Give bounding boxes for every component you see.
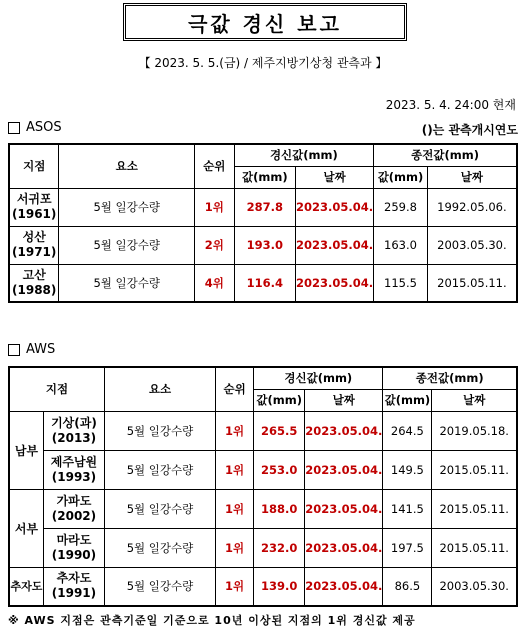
station-cell: 서귀포 (1961): [9, 188, 59, 226]
element-cell: 5월 일강수량: [104, 567, 215, 606]
rank-cell: 4위: [195, 264, 234, 302]
new-date-cell: 2023.05.04.: [296, 226, 374, 264]
station-cell: 고산 (1988): [9, 264, 59, 302]
old-date-cell: 2015.05.11.: [427, 264, 517, 302]
old-date-cell: 2015.05.11.: [432, 489, 517, 528]
header-new-value-mm: 값(mm): [254, 389, 305, 411]
asos-note: ()는 관측개시연도: [421, 123, 518, 137]
new-value-cell: 139.0: [254, 567, 305, 606]
old-value-cell: 264.5: [383, 411, 432, 450]
old-value-cell: 197.5: [383, 528, 432, 567]
old-date-cell: 2015.05.11.: [432, 450, 517, 489]
rank-cell: 2위: [195, 226, 234, 264]
element-cell: 5월 일강수량: [104, 450, 215, 489]
old-value-cell: 163.0: [374, 226, 428, 264]
header-rank: 순위: [195, 144, 234, 188]
new-value-cell: 253.0: [254, 450, 305, 489]
new-date-cell: 2023.05.04.: [305, 450, 383, 489]
table-row: [9, 567, 517, 606]
header-station: 지점: [9, 367, 104, 411]
new-value-cell: 287.8: [234, 188, 296, 226]
asos-section-label: ASOS: [26, 120, 62, 135]
checkbox-square-icon: [8, 344, 20, 356]
header-new-date: 날짜: [305, 389, 383, 411]
aws-section-header: [8, 342, 55, 357]
new-value-cell: 265.5: [254, 411, 305, 450]
header-new-value: 경신값(mm): [254, 367, 383, 389]
old-value-cell: 115.5: [374, 264, 428, 302]
old-date-cell: 1992.05.06.: [427, 188, 517, 226]
aws-section-label: AWS: [26, 342, 56, 357]
table-row: [9, 264, 517, 302]
table-row: [9, 489, 517, 528]
old-value-cell: 149.5: [383, 450, 432, 489]
old-value-cell: 259.8: [374, 188, 428, 226]
header-old-value: 종전값(mm): [374, 144, 517, 166]
rank-cell: 1위: [216, 567, 254, 606]
station-cell: 가파도 (2002): [44, 489, 105, 528]
new-date-cell: 2023.05.04.: [305, 489, 383, 528]
old-value-cell: 141.5: [383, 489, 432, 528]
header-rank: 순위: [216, 367, 254, 411]
table-row: [9, 411, 517, 450]
header-old-value-mm: 값(mm): [374, 166, 428, 188]
header-new-value-mm: 값(mm): [234, 166, 296, 188]
element-cell: 5월 일강수량: [59, 188, 195, 226]
new-date-cell: 2023.05.04.: [305, 567, 383, 606]
checkbox-square-icon: [8, 122, 20, 134]
new-value-cell: 116.4: [234, 264, 296, 302]
as-of-timestamp: 2023. 5. 4. 24:00 현재: [385, 98, 516, 112]
rank-cell: 1위: [216, 528, 254, 567]
header-station: 지점: [9, 144, 59, 188]
rank-cell: 1위: [216, 489, 254, 528]
element-cell: 5월 일강수량: [104, 411, 215, 450]
element-cell: 5월 일강수량: [104, 528, 215, 567]
station-cell: 제주남원 (1993): [44, 450, 105, 489]
region-cell: 추자도: [9, 567, 44, 606]
header-old-value-mm: 값(mm): [383, 389, 432, 411]
station-cell: 성산 (1971): [9, 226, 59, 264]
header-old-value: 종전값(mm): [383, 367, 517, 389]
header-new-date: 날짜: [296, 166, 374, 188]
station-cell: 마라도 (1990): [44, 528, 105, 567]
new-value-cell: 232.0: [254, 528, 305, 567]
asos-table: [8, 143, 518, 303]
region-cell: 서부: [9, 489, 44, 567]
new-date-cell: 2023.05.04.: [296, 264, 374, 302]
header-old-date: 날짜: [432, 389, 517, 411]
table-row: [9, 528, 517, 567]
header-old-date: 날짜: [427, 166, 517, 188]
rank-cell: 1위: [216, 411, 254, 450]
new-date-cell: 2023.05.04.: [305, 528, 383, 567]
rank-cell: 1위: [195, 188, 234, 226]
table-row: [9, 188, 517, 226]
header-element: 요소: [59, 144, 195, 188]
header-element: 요소: [104, 367, 215, 411]
rank-cell: 1위: [216, 450, 254, 489]
station-cell: 기상(과) (2013): [44, 411, 105, 450]
new-value-cell: 188.0: [254, 489, 305, 528]
region-cell: 남부: [9, 411, 44, 489]
old-date-cell: 2015.05.11.: [432, 528, 517, 567]
old-value-cell: 86.5: [383, 567, 432, 606]
report-title-box: [123, 3, 407, 41]
report-subtitle: 【 2023. 5. 5.(금) / 제주지방기상청 관측과 】: [138, 56, 388, 70]
aws-table: [8, 366, 518, 607]
old-date-cell: 2003.05.30.: [427, 226, 517, 264]
new-value-cell: 193.0: [234, 226, 296, 264]
element-cell: 5월 일강수량: [104, 489, 215, 528]
new-date-cell: 2023.05.04.: [305, 411, 383, 450]
element-cell: 5월 일강수량: [59, 264, 195, 302]
old-date-cell: 2019.05.18.: [432, 411, 517, 450]
old-date-cell: 2003.05.30.: [432, 567, 517, 606]
header-new-value: 경신값(mm): [234, 144, 374, 166]
report-title: 극값 경신 보고: [188, 11, 342, 36]
footnote: ※ AWS 지점은 관측기준일 기준으로 10년 이상된 지점의 1위 경신값 제공: [8, 614, 416, 627]
table-row: [9, 226, 517, 264]
element-cell: 5월 일강수량: [59, 226, 195, 264]
asos-section-header: [8, 120, 62, 135]
station-cell: 추자도 (1991): [44, 567, 105, 606]
table-row: [9, 450, 517, 489]
new-date-cell: 2023.05.04.: [296, 188, 374, 226]
